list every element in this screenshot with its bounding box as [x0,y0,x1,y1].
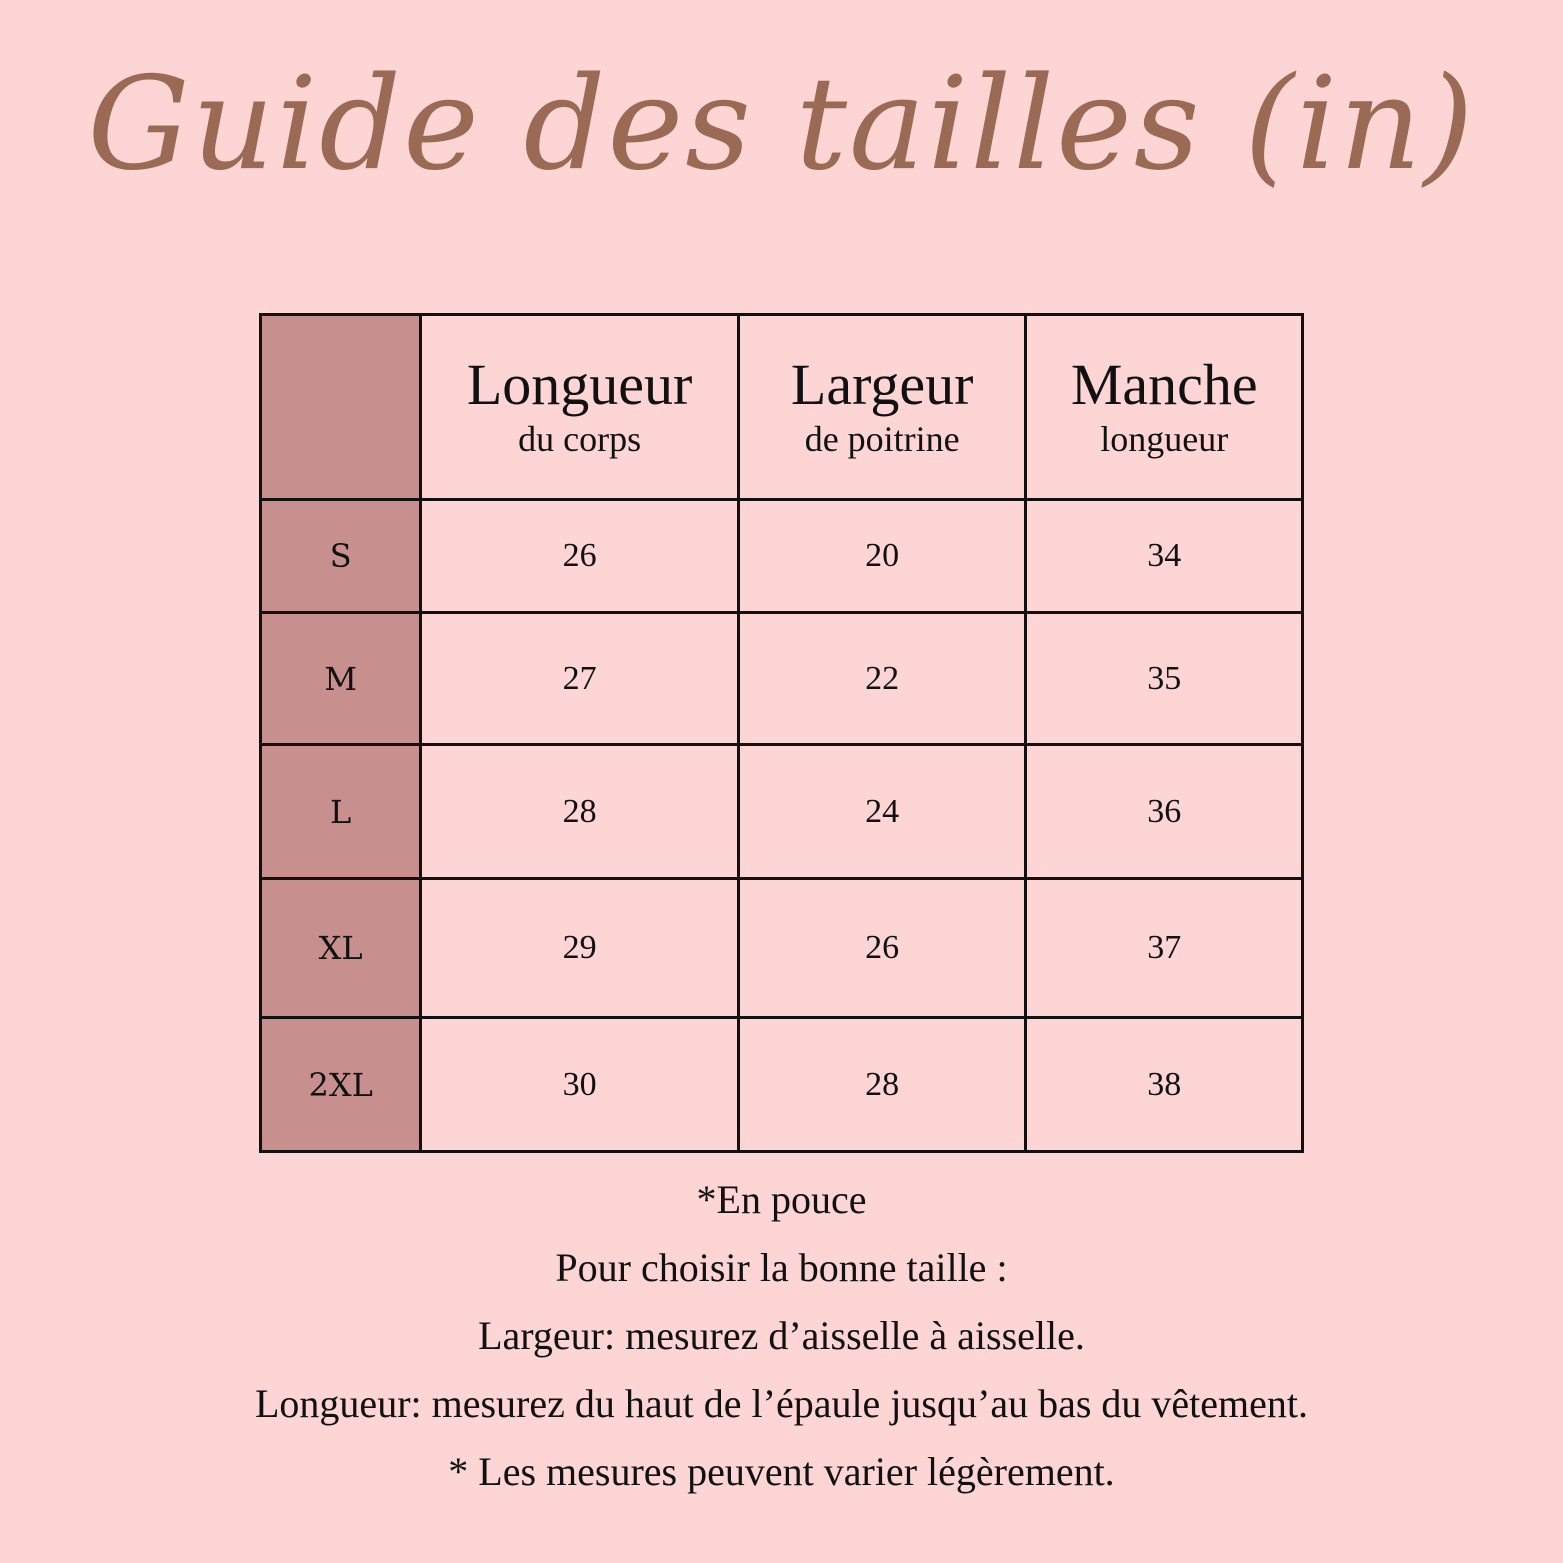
value-largeur: 26 [738,879,1026,1018]
corner-cell [261,315,421,500]
size-label: M [261,613,421,745]
size-label: L [261,745,421,879]
size-label: XL [261,879,421,1018]
note-disclaimer: * Les mesures peuvent varier légèrement. [448,1449,1115,1494]
value-longueur: 29 [421,879,739,1018]
header-sub-label: de poitrine [804,419,960,459]
page-title: Guide des tailles (in) [87,50,1476,199]
value-largeur: 22 [738,613,1026,745]
header-sub-label: du corps [518,419,642,459]
value-largeur: 24 [738,745,1026,879]
size-chart-table [259,313,1304,1153]
table-row [261,613,1303,745]
value-manche: 38 [1026,1018,1303,1152]
value-largeur: 20 [738,500,1026,613]
size-label: 2XL [261,1018,421,1152]
value-manche: 37 [1026,879,1303,1018]
table-row [261,879,1303,1018]
note-unit: *En pouce [696,1177,867,1222]
header-main-label: Longueur [466,352,693,417]
header-manche [1026,315,1303,500]
value-largeur: 28 [738,1018,1026,1152]
header-longueur [421,315,739,500]
note-choose-size: Pour choisir la bonne taille : [555,1245,1008,1290]
notes-block [0,1166,1563,1506]
value-manche: 34 [1026,500,1303,613]
value-manche: 36 [1026,745,1303,879]
table-row [261,500,1303,613]
table-row [261,1018,1303,1152]
header-main-label: Manche [1070,352,1258,417]
value-longueur: 28 [421,745,739,879]
header-largeur [738,315,1026,500]
value-manche: 35 [1026,613,1303,745]
value-longueur: 27 [421,613,739,745]
table-row [261,745,1303,879]
value-longueur: 26 [421,500,739,613]
size-label: S [261,500,421,613]
header-main-label: Largeur [790,352,974,417]
header-sub-label: longueur [1100,419,1229,459]
note-width: Largeur: mesurez d’aisselle à aisselle. [478,1313,1085,1358]
table-header-row [261,315,1303,500]
note-length: Longueur: mesurez du haut de l’épaule jusqu’au bas du vêtement. [255,1381,1308,1426]
value-longueur: 30 [421,1018,739,1152]
